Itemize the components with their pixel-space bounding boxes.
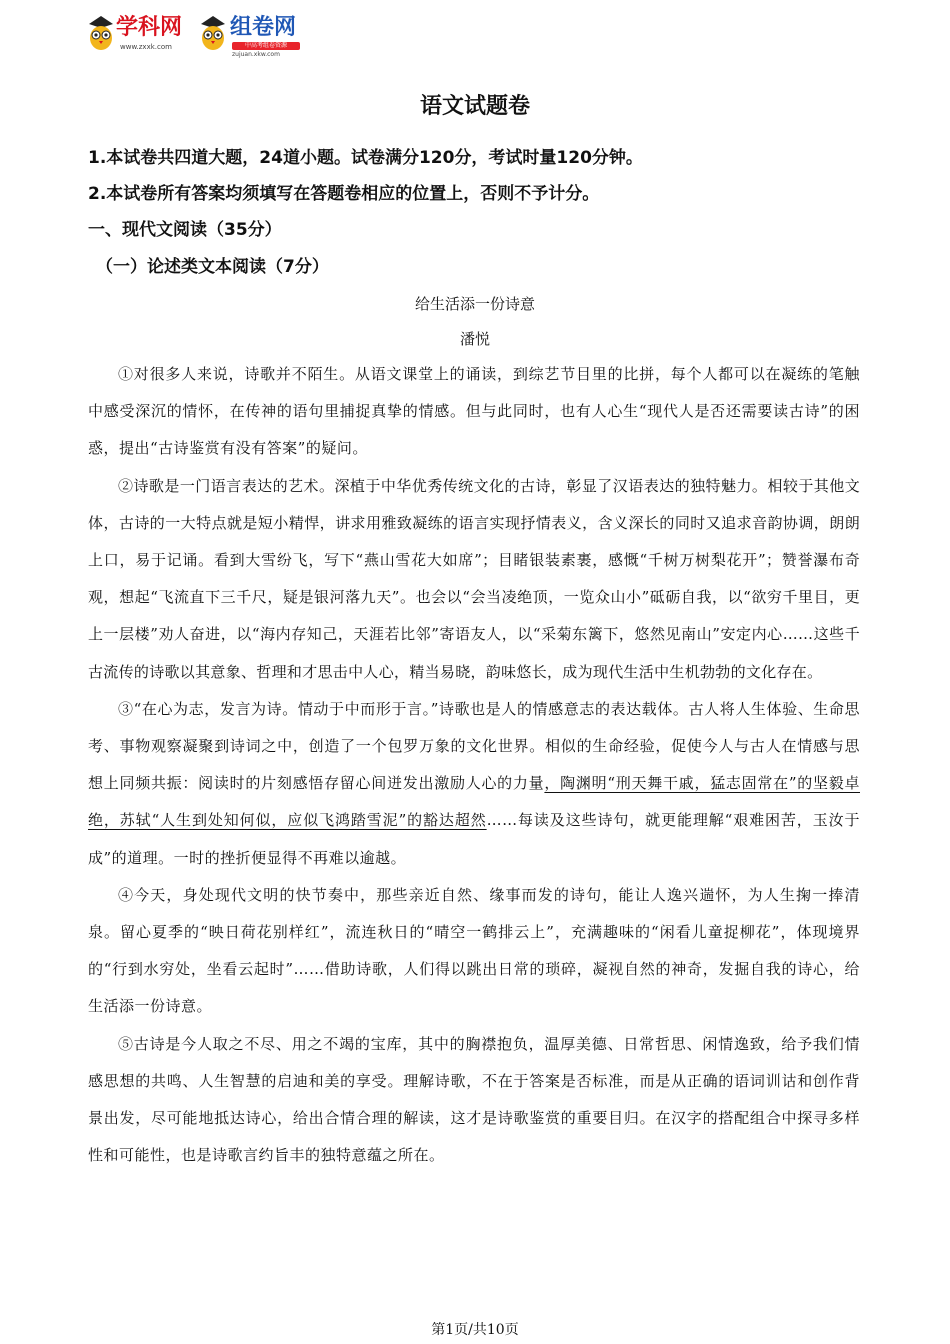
exam-note-2: 2.本试卷所有答案均须填写在答题卷相应的位置上，否则不予计分。 (88, 184, 600, 204)
passage-paragraph-4: ④今天，身处现代文明的快节奏中，那些亲近自然、缘事而发的诗句，能让人逸兴遄怀，为人生掬一捧清泉。留心夏季的“映日荷花别样红”，流连秋日的“晴空一鹤排云上”，充满趣味的“闲看儿童捉柳花”，体现境界的“行到水穷处，坐看云起时”……借助诗歌，人们得以跳出日常的琐碎，凝视自然的神奇，发掘自我的诗心，给生活添一份诗意。 (88, 885, 860, 1016)
passage-body (88, 356, 860, 1174)
header-logos (86, 12, 326, 56)
passage-paragraph-3 (88, 691, 860, 877)
passage-title: 给生活添一份诗意 (414, 295, 535, 313)
zujuan-logo-tag: 中高考组卷资源 (232, 42, 300, 50)
paragraph-3-text-end: ……每读及这些诗句，就更能理解“艰难困苦，玉汝于成”的道理。一时的挫折便显得不再难以逾越。 (88, 811, 860, 867)
passage-paragraph-2: ②诗歌是一门语言表达的艺术。深植于中华优秀传统文化的古诗，彰显了汉语表达的独特魅力。相较于其他文体，古诗的一大特点就是短小精悍，讲求用雅致凝练的语言实现抒情表义，含义深长的同时又追求音韵协调，朗朗上口，易于记诵。看到大雪纷飞，写下“燕山雪花大如席”；目睹银装素裹，感慨“千树万树梨花开”；赞誉瀑布奇观，想起“飞流直下三千尺，疑是银河落九天”。也会以“会当凌绝顶，一览众山小”砥砺自我，以“欲穷千里目，更上一层楼”劝人奋进，以“海内存知己，天涯若比邻”寄语友人，以“采菊东篱下，悠然见南山”安定内心……这些千古流传的诗歌以其意象、哲理和才思击中人心，精当易晓，韵味悠长，成为现代生活中生机勃勃的文化存在。 (88, 476, 860, 681)
exam-note-1: 1.本试卷共四道大题，24道小题。试卷满分120分，考试时量120分钟。 (88, 148, 643, 168)
exam-title: 语文试题卷 (419, 94, 530, 119)
zujuan-logo-text: 组卷网 (230, 15, 297, 40)
underlined-quote: ，陶渊明“刑天舞干戚，猛志固常在”的坚毅卓绝，苏轼“人生到处知何似，应似飞鸿踏雪泥”的豁达超然 (88, 774, 860, 830)
owl-mascot-icon (198, 14, 228, 52)
passage-paragraph-5: ⑤古诗是今人取之不尽、用之不竭的宝库，其中的胸襟抱负，温厚美德、日常哲思、闲情逸致，给予我们情感思想的共鸣、人生智慧的启迪和美的享受。理解诗歌，不在于答案是否标准，而是从正确的语词训诂和创作背景出发，尽可能地抵达诗心，给出合情合理的解读，这才是诗歌鉴赏的重要目归。在汉字的搭配组合中探寻多样性和可能性，也是诗歌言约旨丰的独特意蕴之所在。 (88, 1034, 860, 1165)
subsection-heading: （一）论述类文本阅读（7分） (96, 257, 329, 277)
paragraph-3-text: ③“在心为志，发言为诗。情动于中而形于言。”诗歌也是人的情感意志的表达载体。古人将人生体验、生命思考、事物观察凝聚到诗词之中，创造了一个包罗万象的文化世界。相似的生命经验，促使今人与古人在情感与思想上同频共振：阅读时的片刻感悟存留心间迸发出激励人心的力量 (88, 699, 860, 793)
owl-mascot-icon (86, 14, 116, 52)
section-heading: 一、现代文阅读（35分） (88, 220, 282, 240)
passage-paragraph-1: ①对很多人来说，诗歌并不陌生。从语文课堂上的诵读，到综艺节目里的比拼，每个人都可以在凝练的笔触中感受深沉的情怀，在传神的语句里捕捉真挚的情感。但与此同时，也有人心生“现代人是否还需要读古诗”的困惑，提出“古诗鉴赏有没有答案”的疑问。 (88, 365, 860, 458)
xkw-logo-url: www.zxxk.com (120, 43, 172, 51)
xkw-logo-text: 学科网 (116, 15, 183, 40)
zujuan-logo-url: zujuan.xkw.com (232, 51, 280, 58)
passage-author: 潘悦 (459, 330, 490, 348)
page-number: 第1页/共10页 (431, 1322, 519, 1338)
